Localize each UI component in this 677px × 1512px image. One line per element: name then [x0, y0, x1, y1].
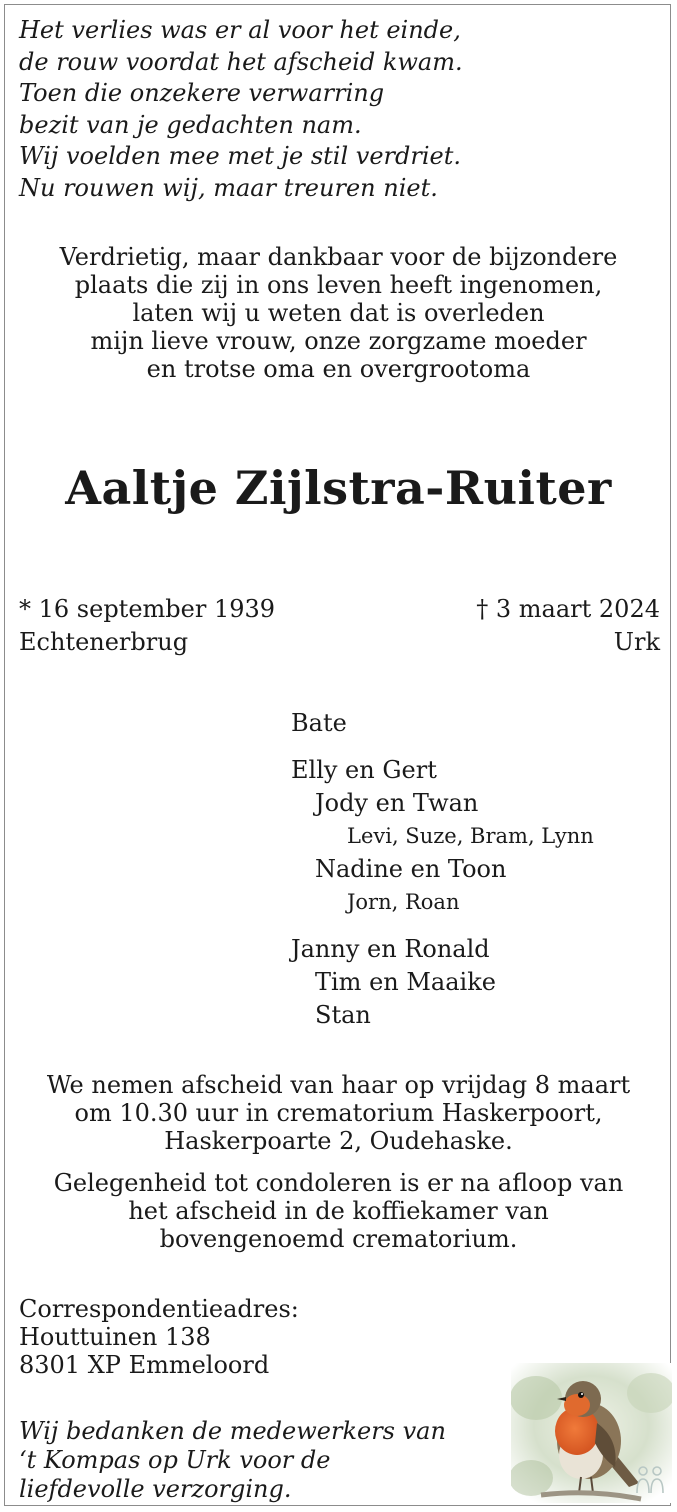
thanks-line: liefdevolle verzorging. [19, 1475, 292, 1503]
death-date: † 3 maart 2024 [476, 595, 660, 623]
address-street: Houttuinen 138 [19, 1323, 211, 1351]
intro-text [5, 243, 672, 383]
intro-line: plaats die zij in ons leven heeft ingenomen, [74, 271, 603, 299]
condolence-line: Gelegenheid tot condoleren is er na afloop van [53, 1169, 624, 1197]
ceremony-line: Haskerpoarte 2, Oudehaske. [164, 1127, 513, 1155]
great-grandchildren: Jorn, Roan [347, 890, 460, 914]
great-grandchildren: Levi, Suze, Bram, Lynn [347, 824, 594, 848]
grandchild-name: Nadine en Toon [315, 855, 507, 883]
thanks-line: Wij bedanken de medewerkers van [19, 1417, 446, 1445]
death-info [476, 593, 660, 659]
thanks-text [19, 1417, 446, 1504]
family-list [291, 707, 594, 1032]
intro-line: en trotse oma en overgrootoma [146, 355, 531, 383]
spouse-name: Bate [291, 709, 347, 737]
grandchild-name: Tim en Maaike [315, 968, 496, 996]
birth-date: * 16 september 1939 [19, 595, 276, 623]
obituary-card [4, 4, 671, 1506]
birth-place: Echtenerbrug [19, 628, 189, 656]
condolence-text [5, 1169, 672, 1253]
poem-line: Het verlies was er al voor het einde, [19, 16, 461, 44]
poem-line: Wij voelden mee met je stil verdriet. [19, 142, 461, 170]
poem [19, 15, 463, 204]
deceased-name: Aaltje Zijlstra-Ruiter [65, 461, 612, 515]
condolence-line: bovengenoemd crematorium. [159, 1225, 518, 1253]
birth-info [19, 593, 275, 659]
child-name: Elly en Gert [291, 756, 437, 784]
poem-line: Nu rouwen wij, maar treuren niet. [19, 173, 438, 202]
ceremony-line: We nemen afscheid van haar op vrijdag 8 maart [46, 1071, 631, 1099]
grandchild-name: Jody en Twan [315, 789, 479, 817]
intro-line: mijn lieve vrouw, onze zorgzame moeder [90, 327, 587, 355]
correspondence-address [19, 1295, 299, 1379]
ceremony-text [5, 1071, 672, 1155]
poem-line: bezit van je gedachten nam. [19, 110, 362, 139]
condolence-line: het afscheid in de koffiekamer van [128, 1197, 549, 1225]
poem-line: Toen die onzekere verwarring [19, 79, 385, 107]
intro-line: Verdrietig, maar dankbaar voor de bijzondere [59, 243, 618, 271]
grandchild-name: Stan [315, 1001, 371, 1029]
intro-line: laten wij u weten dat is overleden [132, 299, 545, 327]
ceremony-line: om 10.30 uur in crematorium Haskerpoort, [74, 1099, 603, 1127]
thanks-line: ‘t Kompas op Urk voor de [19, 1446, 331, 1474]
address-label: Correspondentieadres: [19, 1295, 299, 1323]
poem-line: de rouw voordat het afscheid kwam. [19, 47, 463, 76]
address-city: 8301 XP Emmeloord [19, 1351, 270, 1379]
child-name: Janny en Ronald [291, 935, 490, 963]
robin-icon [511, 1363, 672, 1503]
death-place: Urk [613, 628, 660, 656]
